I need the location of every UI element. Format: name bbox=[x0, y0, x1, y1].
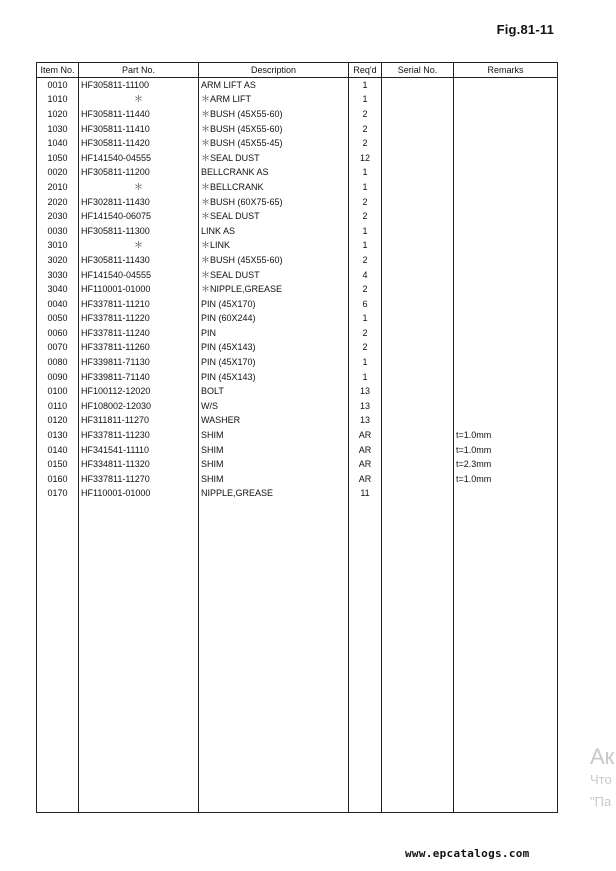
item-no-cell: 1040 bbox=[37, 136, 79, 151]
table-row bbox=[37, 107, 558, 122]
item-no-cell: 1050 bbox=[37, 151, 79, 166]
watermark-line: Что bbox=[590, 772, 612, 787]
item-no-cell: 0030 bbox=[37, 224, 79, 239]
description-cell: ＊BELLCRANK bbox=[199, 180, 349, 195]
item-no-cell: 3040 bbox=[37, 282, 79, 297]
remarks-cell bbox=[454, 384, 558, 399]
table-filler-row bbox=[37, 501, 558, 813]
remarks-cell: t=2.3mm bbox=[454, 457, 558, 472]
item-no-cell: 1020 bbox=[37, 107, 79, 122]
figure-title: Fig.81-11 bbox=[496, 22, 554, 37]
item-no-cell: 0100 bbox=[37, 384, 79, 399]
watermark-text bbox=[590, 745, 614, 813]
item-no-cell: 3030 bbox=[37, 268, 79, 283]
reqd-cell: 1 bbox=[349, 180, 382, 195]
serial-no-cell bbox=[382, 297, 454, 312]
description-cell: W/S bbox=[199, 399, 349, 414]
empty-cell bbox=[37, 501, 79, 813]
remarks-cell bbox=[454, 414, 558, 429]
reqd-cell: AR bbox=[349, 457, 382, 472]
part-no-cell: HF141540-06075 bbox=[79, 209, 199, 224]
part-no-cell: HF305811-11300 bbox=[79, 224, 199, 239]
item-no-cell: 1030 bbox=[37, 122, 79, 137]
description-cell: SHIM bbox=[199, 428, 349, 443]
item-no-cell: 2010 bbox=[37, 180, 79, 195]
remarks-cell bbox=[454, 253, 558, 268]
description-cell: ＊ARM LIFT bbox=[199, 93, 349, 108]
item-no-cell: 2030 bbox=[37, 209, 79, 224]
reqd-cell: 1 bbox=[349, 370, 382, 385]
description-cell: SHIM bbox=[199, 457, 349, 472]
table-row bbox=[37, 268, 558, 283]
reqd-cell: 1 bbox=[349, 78, 382, 93]
serial-no-cell bbox=[382, 268, 454, 283]
item-no-cell: 0110 bbox=[37, 399, 79, 414]
description-cell: PIN (60X244) bbox=[199, 312, 349, 327]
watermark-line: Ак bbox=[590, 744, 615, 769]
part-no-cell: HF337811-11230 bbox=[79, 428, 199, 443]
reqd-cell: 13 bbox=[349, 414, 382, 429]
item-no-cell: 0150 bbox=[37, 457, 79, 472]
reqd-cell: 11 bbox=[349, 487, 382, 502]
remarks-cell bbox=[454, 487, 558, 502]
table-row bbox=[37, 93, 558, 108]
remarks-cell bbox=[454, 341, 558, 356]
remarks-cell bbox=[454, 268, 558, 283]
description-cell: ARM LIFT AS bbox=[199, 78, 349, 93]
reqd-cell: 13 bbox=[349, 399, 382, 414]
part-no-cell: HF337811-11210 bbox=[79, 297, 199, 312]
remarks-cell bbox=[454, 107, 558, 122]
part-no-cell: HF100112-12020 bbox=[79, 384, 199, 399]
table-row bbox=[37, 443, 558, 458]
reqd-cell: 4 bbox=[349, 268, 382, 283]
remarks-cell bbox=[454, 78, 558, 93]
serial-no-cell bbox=[382, 428, 454, 443]
reqd-cell: 1 bbox=[349, 239, 382, 254]
remarks-cell: t=1.0mm bbox=[454, 443, 558, 458]
serial-no-cell bbox=[382, 312, 454, 327]
part-no-cell: HF337811-11240 bbox=[79, 326, 199, 341]
empty-cell bbox=[79, 501, 199, 813]
table-row bbox=[37, 122, 558, 137]
table-row bbox=[37, 151, 558, 166]
item-no-cell: 0050 bbox=[37, 312, 79, 327]
serial-no-cell bbox=[382, 239, 454, 254]
item-no-cell: 0090 bbox=[37, 370, 79, 385]
serial-no-cell bbox=[382, 370, 454, 385]
serial-no-cell bbox=[382, 224, 454, 239]
remarks-cell bbox=[454, 282, 558, 297]
empty-cell bbox=[199, 501, 349, 813]
reqd-cell: 2 bbox=[349, 107, 382, 122]
footer-url: www.epcatalogs.com bbox=[405, 847, 530, 860]
table-row bbox=[37, 136, 558, 151]
serial-no-cell bbox=[382, 457, 454, 472]
description-cell: PIN (45X143) bbox=[199, 341, 349, 356]
header-part-no: Part No. bbox=[79, 63, 199, 78]
description-cell: ＊SEAL DUST bbox=[199, 268, 349, 283]
description-cell: ＊BUSH (45X55-60) bbox=[199, 122, 349, 137]
remarks-cell bbox=[454, 326, 558, 341]
reqd-cell: 1 bbox=[349, 93, 382, 108]
reqd-cell: AR bbox=[349, 472, 382, 487]
description-cell: SHIM bbox=[199, 472, 349, 487]
serial-no-cell bbox=[382, 399, 454, 414]
description-cell: ＊BUSH (60X75-65) bbox=[199, 195, 349, 210]
remarks-cell bbox=[454, 151, 558, 166]
description-cell: ＊NIPPLE,GREASE bbox=[199, 282, 349, 297]
remarks-cell bbox=[454, 239, 558, 254]
table-header-row bbox=[37, 63, 558, 78]
description-cell: SHIM bbox=[199, 443, 349, 458]
part-no-cell: HF141540-04555 bbox=[79, 151, 199, 166]
reqd-cell: 2 bbox=[349, 209, 382, 224]
serial-no-cell bbox=[382, 472, 454, 487]
part-no-cell: HF305811-11410 bbox=[79, 122, 199, 137]
table-row bbox=[37, 312, 558, 327]
table-row bbox=[37, 370, 558, 385]
serial-no-cell bbox=[382, 166, 454, 181]
header-reqd: Req'd bbox=[349, 63, 382, 78]
serial-no-cell bbox=[382, 282, 454, 297]
description-cell: ＊LINK bbox=[199, 239, 349, 254]
item-no-cell: 0160 bbox=[37, 472, 79, 487]
serial-no-cell bbox=[382, 414, 454, 429]
remarks-cell bbox=[454, 195, 558, 210]
part-no-cell: HF339811-71130 bbox=[79, 355, 199, 370]
item-no-cell: 1010 bbox=[37, 93, 79, 108]
serial-no-cell bbox=[382, 180, 454, 195]
table-row bbox=[37, 384, 558, 399]
part-no-cell: HF337811-11220 bbox=[79, 312, 199, 327]
table-row bbox=[37, 209, 558, 224]
table-row bbox=[37, 195, 558, 210]
reqd-cell: 13 bbox=[349, 384, 382, 399]
reqd-cell: 2 bbox=[349, 341, 382, 356]
description-cell: ＊SEAL DUST bbox=[199, 151, 349, 166]
part-no-cell: ＊ bbox=[79, 239, 199, 254]
reqd-cell: 2 bbox=[349, 195, 382, 210]
description-cell: PIN (45X143) bbox=[199, 370, 349, 385]
part-no-cell: HF110001-01000 bbox=[79, 487, 199, 502]
part-no-cell: HF341541-11110 bbox=[79, 443, 199, 458]
table-row bbox=[37, 355, 558, 370]
serial-no-cell bbox=[382, 78, 454, 93]
reqd-cell: 12 bbox=[349, 151, 382, 166]
remarks-cell bbox=[454, 370, 558, 385]
serial-no-cell bbox=[382, 355, 454, 370]
table-row bbox=[37, 414, 558, 429]
part-no-cell: ＊ bbox=[79, 180, 199, 195]
reqd-cell: 2 bbox=[349, 282, 382, 297]
description-cell: ＊BUSH (45X55-60) bbox=[199, 107, 349, 122]
parts-table-body bbox=[37, 78, 558, 813]
item-no-cell: 0010 bbox=[37, 78, 79, 93]
remarks-cell bbox=[454, 166, 558, 181]
table-row bbox=[37, 457, 558, 472]
parts-table bbox=[36, 62, 558, 813]
serial-no-cell bbox=[382, 326, 454, 341]
description-cell: BOLT bbox=[199, 384, 349, 399]
part-no-cell: HF110001-01000 bbox=[79, 282, 199, 297]
description-cell: WASHER bbox=[199, 414, 349, 429]
remarks-cell bbox=[454, 122, 558, 137]
item-no-cell: 0060 bbox=[37, 326, 79, 341]
header-serial-no: Serial No. bbox=[382, 63, 454, 78]
part-no-cell: ＊ bbox=[79, 93, 199, 108]
table-row bbox=[37, 253, 558, 268]
empty-cell bbox=[454, 501, 558, 813]
description-cell: PIN bbox=[199, 326, 349, 341]
item-no-cell: 0080 bbox=[37, 355, 79, 370]
reqd-cell: 2 bbox=[349, 253, 382, 268]
item-no-cell: 2020 bbox=[37, 195, 79, 210]
reqd-cell: 1 bbox=[349, 166, 382, 181]
remarks-cell bbox=[454, 399, 558, 414]
header-remarks: Remarks bbox=[454, 63, 558, 78]
table-row bbox=[37, 180, 558, 195]
header-item-no: Item No. bbox=[37, 63, 79, 78]
serial-no-cell bbox=[382, 122, 454, 137]
remarks-cell bbox=[454, 297, 558, 312]
table-row bbox=[37, 239, 558, 254]
table-row bbox=[37, 428, 558, 443]
remarks-cell bbox=[454, 209, 558, 224]
serial-no-cell bbox=[382, 209, 454, 224]
serial-no-cell bbox=[382, 253, 454, 268]
part-no-cell: HF305811-11430 bbox=[79, 253, 199, 268]
description-cell: NIPPLE,GREASE bbox=[199, 487, 349, 502]
remarks-cell bbox=[454, 93, 558, 108]
empty-cell bbox=[349, 501, 382, 813]
remarks-cell bbox=[454, 136, 558, 151]
description-cell: LINK AS bbox=[199, 224, 349, 239]
serial-no-cell bbox=[382, 195, 454, 210]
remarks-cell bbox=[454, 180, 558, 195]
table-row bbox=[37, 472, 558, 487]
serial-no-cell bbox=[382, 93, 454, 108]
part-no-cell: HF305811-11200 bbox=[79, 166, 199, 181]
item-no-cell: 3020 bbox=[37, 253, 79, 268]
item-no-cell: 0130 bbox=[37, 428, 79, 443]
reqd-cell: AR bbox=[349, 428, 382, 443]
description-cell: ＊BUSH (45X55-60) bbox=[199, 253, 349, 268]
table-row bbox=[37, 487, 558, 502]
table-row bbox=[37, 341, 558, 356]
reqd-cell: 2 bbox=[349, 122, 382, 137]
reqd-cell: AR bbox=[349, 443, 382, 458]
remarks-cell bbox=[454, 224, 558, 239]
reqd-cell: 1 bbox=[349, 355, 382, 370]
table-row bbox=[37, 224, 558, 239]
reqd-cell: 1 bbox=[349, 312, 382, 327]
serial-no-cell bbox=[382, 107, 454, 122]
description-cell: ＊BUSH (45X55-45) bbox=[199, 136, 349, 151]
table-row bbox=[37, 282, 558, 297]
description-cell: PIN (45X170) bbox=[199, 297, 349, 312]
serial-no-cell bbox=[382, 341, 454, 356]
table-row bbox=[37, 399, 558, 414]
watermark-line: "Па bbox=[590, 794, 612, 809]
part-no-cell: HF334811-11320 bbox=[79, 457, 199, 472]
reqd-cell: 2 bbox=[349, 136, 382, 151]
item-no-cell: 0170 bbox=[37, 487, 79, 502]
table-row bbox=[37, 326, 558, 341]
table-row bbox=[37, 166, 558, 181]
reqd-cell: 2 bbox=[349, 326, 382, 341]
remarks-cell: t=1.0mm bbox=[454, 428, 558, 443]
serial-no-cell bbox=[382, 384, 454, 399]
part-no-cell: HF337811-11270 bbox=[79, 472, 199, 487]
part-no-cell: HF311811-11270 bbox=[79, 414, 199, 429]
empty-cell bbox=[382, 501, 454, 813]
item-no-cell: 3010 bbox=[37, 239, 79, 254]
reqd-cell: 1 bbox=[349, 224, 382, 239]
part-no-cell: HF305811-11420 bbox=[79, 136, 199, 151]
serial-no-cell bbox=[382, 487, 454, 502]
serial-no-cell bbox=[382, 151, 454, 166]
reqd-cell: 6 bbox=[349, 297, 382, 312]
part-no-cell: HF141540-04555 bbox=[79, 268, 199, 283]
remarks-cell: t=1.0mm bbox=[454, 472, 558, 487]
item-no-cell: 0040 bbox=[37, 297, 79, 312]
description-cell: PIN (45X170) bbox=[199, 355, 349, 370]
item-no-cell: 0120 bbox=[37, 414, 79, 429]
description-cell: BELLCRANK AS bbox=[199, 166, 349, 181]
part-no-cell: HF305811-11100 bbox=[79, 78, 199, 93]
item-no-cell: 0020 bbox=[37, 166, 79, 181]
table-row bbox=[37, 297, 558, 312]
part-no-cell: HF337811-11260 bbox=[79, 341, 199, 356]
serial-no-cell bbox=[382, 136, 454, 151]
part-no-cell: HF108002-12030 bbox=[79, 399, 199, 414]
remarks-cell bbox=[454, 312, 558, 327]
part-no-cell: HF302811-11430 bbox=[79, 195, 199, 210]
item-no-cell: 0140 bbox=[37, 443, 79, 458]
part-no-cell: HF339811-71140 bbox=[79, 370, 199, 385]
part-no-cell: HF305811-11440 bbox=[79, 107, 199, 122]
header-description: Description bbox=[199, 63, 349, 78]
table-row bbox=[37, 78, 558, 93]
remarks-cell bbox=[454, 355, 558, 370]
item-no-cell: 0070 bbox=[37, 341, 79, 356]
serial-no-cell bbox=[382, 443, 454, 458]
description-cell: ＊SEAL DUST bbox=[199, 209, 349, 224]
